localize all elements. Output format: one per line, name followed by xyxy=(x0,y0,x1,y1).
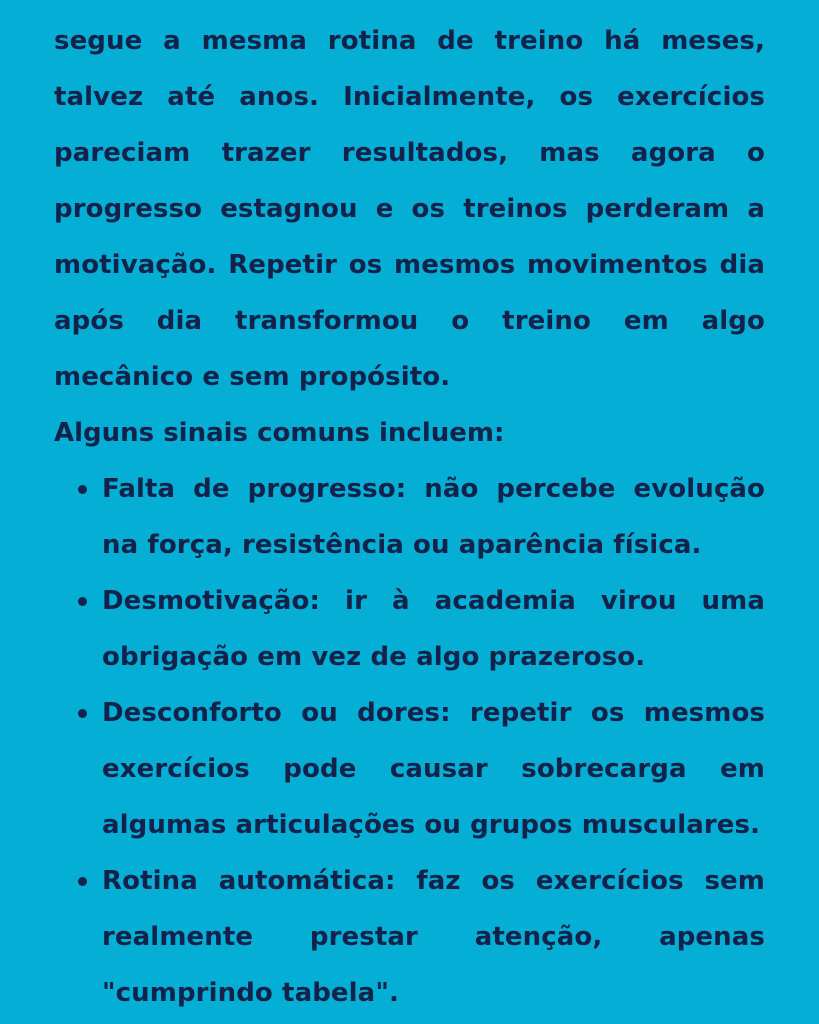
list-item xyxy=(54,685,765,853)
list-heading: Alguns sinais comuns incluem: xyxy=(54,418,505,448)
list-item xyxy=(54,461,765,573)
signs-list xyxy=(54,461,765,1021)
list-item-text: Desconforto ou dores: repetir os mesmos exercícios pode causar sobrecarga em algumas articulações ou grupos musculares. xyxy=(102,698,765,840)
bullet-icon xyxy=(78,597,87,606)
bullet-icon xyxy=(78,485,87,494)
list-item-text: Rotina automática: faz os exercícios sem realmente prestar atenção, apenas "cumprindo tabela". xyxy=(102,866,765,1008)
intro-paragraph: segue a mesma rotina de treino há meses, talvez até anos. Inicialmente, os exercícios pareciam trazer resultados, mas agora o progresso estagnou e os treinos perderam a motivação. Repetir os mesmos movimentos dia após dia transformou o treino em algo mecânico e sem propósito. xyxy=(54,26,765,392)
bullet-icon xyxy=(78,877,87,886)
list-item xyxy=(54,573,765,685)
list-item-text: Falta de progresso: não percebe evolução na força, resistência ou aparência física. xyxy=(102,474,765,560)
list-item xyxy=(54,853,765,1021)
bullet-icon xyxy=(78,709,87,718)
list-item-text: Desmotivação: ir à academia virou uma obrigação em vez de algo prazeroso. xyxy=(102,586,765,672)
